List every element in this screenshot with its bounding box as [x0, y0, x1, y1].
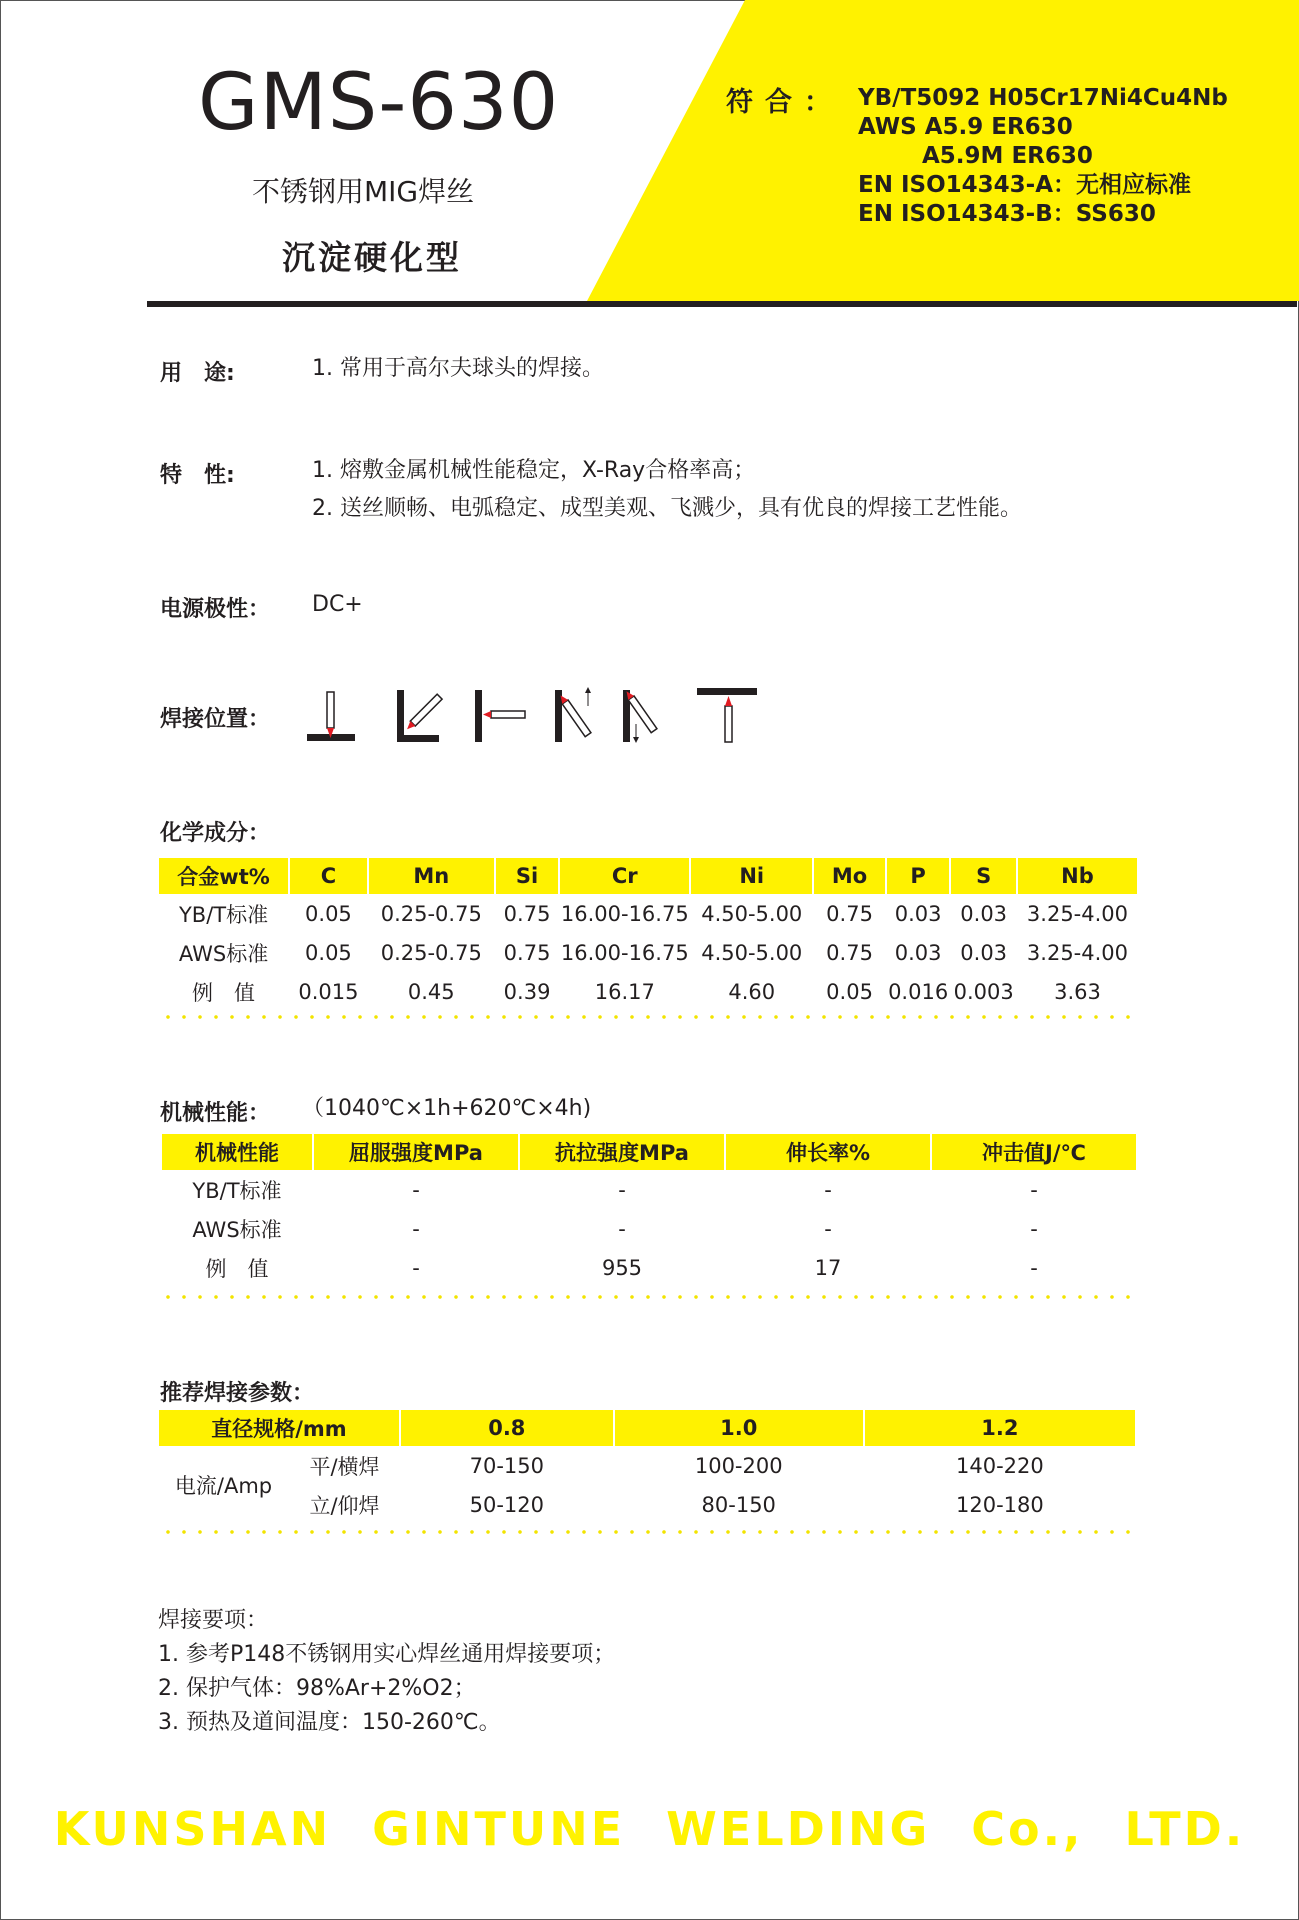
row-label: AWS标准	[178, 941, 269, 966]
table-row	[159, 1485, 1135, 1524]
row-label: YB/T标准	[178, 902, 269, 927]
table-cell: -	[618, 1216, 626, 1241]
table-cell: 0.39	[503, 979, 551, 1004]
table-cell: 0.03	[960, 901, 1008, 926]
table-cell: 16.00-16.75	[560, 901, 689, 926]
conform-item: EN ISO14343-B：SS630	[858, 201, 1156, 227]
polarity-value: DC+	[312, 592, 363, 617]
feature-line: 1. 熔敷金属机械性能稳定，X-Ray合格率高；	[312, 458, 756, 483]
conform-item: EN ISO14343-A：无相应标准	[858, 172, 1192, 198]
table-cell: 17	[814, 1255, 842, 1280]
table-cell: 100-200	[694, 1453, 783, 1478]
row-label: 例 值	[192, 980, 256, 1005]
mech-condition: （1040℃×1h+620℃×4h)	[302, 1096, 592, 1121]
conform-item: A5.9M ER630	[922, 143, 1093, 169]
table-row	[162, 1209, 1136, 1248]
table-cell: -	[412, 1177, 420, 1202]
weld-position-icons	[305, 684, 765, 744]
column-header: P	[887, 858, 950, 894]
table-row	[159, 1446, 1135, 1485]
notes-title: 焊接要项：	[158, 1608, 269, 1633]
column-header: 0.8	[401, 1410, 613, 1446]
table-cell: 0.45	[407, 979, 455, 1004]
column-header: 抗拉强度MPa	[520, 1134, 724, 1170]
table-row	[162, 1248, 1136, 1287]
table-cell: 4.50-5.00	[701, 901, 803, 926]
usage-text: 1. 常用于高尔夫球头的焊接。	[312, 356, 604, 381]
row-sublabel: 平/横焊	[309, 1454, 380, 1479]
table-cell: 0.25-0.75	[380, 940, 482, 965]
welding-notes	[158, 1604, 615, 1740]
column-header: S	[951, 858, 1016, 894]
table-row	[159, 972, 1137, 1011]
column-header: 冲击值J/℃	[932, 1134, 1136, 1170]
company-name: KUNSHAN GINTUNE WELDING Co., LTD.	[53, 1802, 1246, 1856]
table-cell: 80-150	[701, 1492, 776, 1517]
note-item: 2. 保护气体：98%Ar+2%O2；	[158, 1676, 476, 1701]
table-row	[159, 894, 1137, 933]
table-cell: 0.003	[953, 979, 1014, 1004]
table-cell: 0.03	[960, 940, 1008, 965]
product-subtype: 沉淀硬化型	[282, 238, 462, 277]
column-header: Si	[496, 858, 559, 894]
polarity-label: 电源极性：	[160, 597, 271, 622]
feature-line: 2. 送丝顺畅、电弧稳定、成型美观、飞溅少，具有优良的焊接工艺性能。	[312, 496, 1022, 521]
table-cell: 0.05	[305, 901, 352, 926]
params-title: 推荐焊接参数：	[160, 1381, 315, 1406]
note-item: 1. 参考P148不锈钢用实心焊丝通用焊接要项；	[158, 1642, 616, 1667]
features-label: 特 性:	[160, 463, 235, 488]
chem-title: 化学成分：	[160, 821, 271, 846]
table-row	[159, 933, 1137, 972]
column-header: 屈服强度MPa	[314, 1134, 518, 1170]
table-cell: 0.75	[503, 940, 551, 965]
position-label: 焊接位置：	[160, 707, 271, 732]
conform-standards	[858, 84, 1228, 229]
table-cell: -	[1030, 1216, 1038, 1241]
table-cell: 3.25-4.00	[1026, 901, 1129, 926]
table-cell: -	[412, 1216, 420, 1241]
table-cell: 3.63	[1054, 979, 1101, 1004]
row-label: AWS标准	[192, 1217, 282, 1242]
header-divider	[147, 301, 1297, 307]
table-cell: 0.05	[305, 940, 352, 965]
params-header-row	[159, 1410, 1135, 1446]
column-header: 1.2	[865, 1410, 1135, 1446]
row-sublabel: 立/仰焊	[309, 1493, 380, 1518]
table-cell: 16.17	[594, 979, 655, 1004]
horizontal-fillet-icon	[397, 690, 442, 742]
conform-item: YB/T5092 H05Cr17Ni4Cu4Nb	[858, 85, 1228, 111]
vertical-up-icon	[555, 687, 591, 742]
table-cell: -	[824, 1177, 832, 1202]
chem-header-row	[159, 858, 1137, 894]
column-header: Cr	[560, 858, 689, 894]
row-label: 电流/Amp	[174, 1474, 273, 1498]
dotted-divider	[160, 1295, 1130, 1299]
column-header: Nb	[1018, 858, 1137, 894]
horizontal-weld-icon	[475, 690, 525, 742]
vertical-down-icon	[623, 689, 657, 743]
table-cell: 4.50-5.00	[701, 940, 803, 965]
table-cell: -	[1030, 1177, 1038, 1202]
table-row	[162, 1170, 1136, 1209]
overhead-weld-icon	[697, 688, 757, 742]
table-cell: -	[412, 1255, 420, 1280]
table-cell: -	[618, 1177, 626, 1202]
column-header: Mo	[814, 858, 885, 894]
column-header: Mn	[369, 858, 494, 894]
column-header: 1.0	[615, 1410, 863, 1446]
row-label: 例 值	[205, 1256, 269, 1281]
table-cell: 0.25-0.75	[380, 901, 482, 926]
column-header: Ni	[691, 858, 812, 894]
table-cell: 0.016	[888, 979, 949, 1004]
note-item: 3. 预热及道间温度：150-260℃。	[158, 1710, 501, 1735]
conform-item: AWS A5.9 ER630	[858, 114, 1073, 140]
mech-title: 机械性能：	[160, 1101, 271, 1126]
params-table	[157, 1410, 1137, 1524]
flat-weld-icon	[307, 692, 355, 741]
conform-label: 符合：	[726, 87, 843, 118]
table-cell: 0.03	[894, 940, 942, 965]
table-cell: 0.03	[894, 901, 942, 926]
column-header: 伸长率%	[726, 1134, 930, 1170]
product-subtitle: 不锈钢用MIG焊丝	[252, 175, 475, 208]
column-header: C	[290, 858, 367, 894]
table-cell: 3.25-4.00	[1026, 940, 1129, 965]
table-cell: 955	[601, 1255, 643, 1280]
model-name: GMS-630	[198, 58, 560, 148]
mech-table	[160, 1134, 1138, 1287]
table-cell: 0.75	[503, 901, 551, 926]
features-text	[312, 452, 1022, 528]
table-cell: 4.60	[728, 979, 776, 1004]
table-cell: -	[824, 1216, 832, 1241]
column-header: 直径规格/mm	[159, 1410, 399, 1446]
table-cell: 16.00-16.75	[560, 940, 689, 965]
dotted-divider	[160, 1015, 1130, 1019]
table-cell: 70-150	[469, 1453, 545, 1478]
table-cell: 140-220	[956, 1453, 1044, 1478]
table-cell: 0.015	[298, 979, 359, 1004]
dotted-divider	[160, 1530, 1130, 1534]
column-header: 机械性能	[162, 1134, 312, 1170]
row-label: YB/T标准	[192, 1178, 282, 1203]
table-cell: 0.75	[826, 940, 873, 965]
table-cell: -	[1030, 1255, 1038, 1280]
table-cell: 0.05	[826, 979, 873, 1004]
usage-label: 用 途:	[160, 361, 235, 386]
table-cell: 50-120	[469, 1492, 545, 1517]
mech-header-row	[162, 1134, 1136, 1170]
table-cell: 0.75	[826, 901, 873, 926]
table-cell: 120-180	[956, 1492, 1044, 1517]
column-header: 合金wt%	[159, 858, 288, 894]
chem-table	[157, 858, 1139, 1011]
